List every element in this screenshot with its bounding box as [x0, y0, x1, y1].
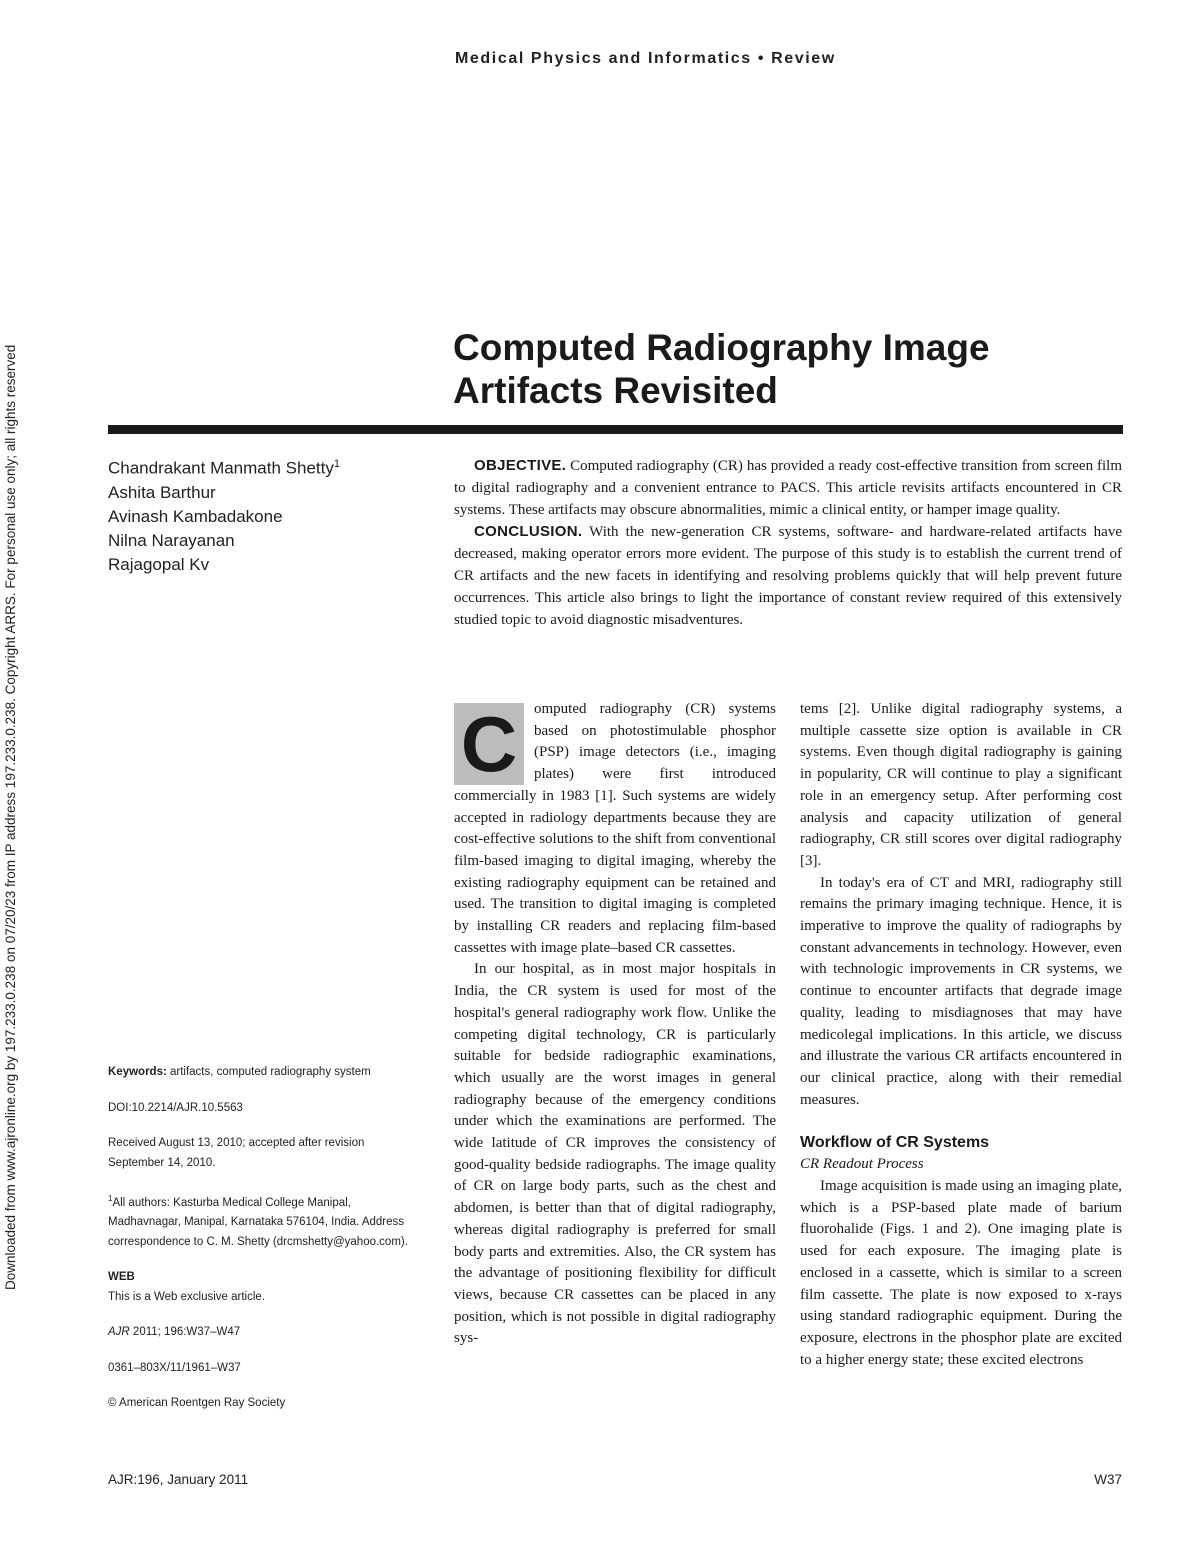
web-label: WEB [108, 1271, 135, 1284]
abstract-conclusion [454, 521, 1122, 631]
citation-journal: AJR [108, 1326, 130, 1339]
title-rule [108, 425, 1123, 434]
abstract [454, 455, 1122, 631]
author-item: Rajagopal Kv [108, 554, 210, 574]
abstract-objective [454, 455, 1122, 521]
body-column-1 [454, 699, 776, 1350]
footer-page-number: W37 [1094, 1472, 1122, 1487]
body-paragraph: Image acquisition is made using an imaging plate, which is a PSP-based plate made of barium fluorohalide (Figs. 1 and 2). One imaging plate is used for each exposure. The imaging plate is enclosed in a cassette, which is similar to a screen film cassette. The plate is now exposed to x-rays using standard radiographic equipment. During the exposure, electrons in the phosphor plate are excited to a higher energy state; these excited electrons [800, 1178, 1122, 1368]
author-item: Avinash Kambadakone [108, 506, 283, 526]
affiliation [108, 1189, 408, 1252]
keywords-label: Keywords: [108, 1066, 167, 1078]
article-title [453, 326, 1153, 412]
keywords [108, 1063, 408, 1083]
issn: 0361–803X/11/1961–W37 [108, 1361, 241, 1374]
article-title-line1: Computed Radiography Image [453, 327, 990, 368]
citation-rest: 2011; 196:W37–W47 [129, 1326, 241, 1339]
objective-text: Computed radiography (CR) has provided a ready cost-effective transition from screen film to digital radiography and a convenient entrance to PACS. This article revisits artifacts encountered in CR systems. These artifacts may obscure abnormalities, mimic a clinical entity, or hamper image quality. [454, 458, 1122, 518]
drop-cap: C [454, 703, 524, 785]
author-item: Nilna Narayanan [108, 530, 235, 550]
copyright: © American Roentgen Ray Society [108, 1397, 286, 1410]
conclusion-text: With the new-generation CR systems, software- and hardware-related artifacts have decreased, making operator errors more evident. The purpose of this study is to establish the current trend of CR artifacts and the new facets in identifying and resolving problems quickly that will help prevent future occurrences. This article also brings to light the importance of constant review required of this extensively studied topic to avoid diagnostic misadventures. [454, 524, 1122, 628]
author-item: Ashita Barthur [108, 482, 216, 502]
body-paragraph: tems [2]. Unlike digital radiography systems, a multiple cassette size option is available in CR systems. Even though digital radiography is gaining in popularity, CR will continue to play a significant role in an emergency setup. After performing cost analysis and capacity utilization of general radiography, CR still scores over digital radiography [3]. [800, 701, 1122, 869]
body-paragraph: In today's era of CT and MRI, radiography still remains the primary imaging technique. Hence, it is imperative to improve the quality of radiographs by constant advancements in technology. However, even with technologic improvements in CR systems, we continue to encounter artifacts that degrade image quality, leading to misdiagnoses that may have medicolegal implications. In this article, we discuss and illustrate the various CR artifacts encountered in our clinical practice, along with their remedial measures. [800, 874, 1122, 1108]
citation [108, 1323, 408, 1343]
section-title: Workflow of CR Systems [800, 1134, 990, 1152]
author-affiliation-mark: 1 [333, 458, 340, 470]
objective-label: OBJECTIVE. [474, 457, 567, 474]
keywords-text: artifacts, computed radiography system [166, 1066, 371, 1078]
download-side-note: Downloaded from www.ajronline.org by 197.233.0.238 on 07/20/23 from IP address 197.233.0.238. Copyright ARRS. For personal use only; all rights reserved [3, 344, 18, 1290]
web-note [108, 1268, 408, 1307]
received-dates: Received August 13, 2010; accepted after revision September 14, 2010. [108, 1137, 365, 1169]
subsection-title: CR Readout Process [800, 1156, 924, 1173]
author-item [108, 452, 340, 481]
article-title-line2: Artifacts Revisited [453, 370, 778, 411]
section-heading: Medical Physics and Informatics • Review [455, 50, 836, 67]
conclusion-label: CONCLUSION. [474, 523, 583, 540]
affiliation-text: All authors: Kasturba Medical College Manipal, Madhavnagar, Manipal, Karnataka 576104, India. Address correspondence to C. M. Shetty (drcmshetty@yahoo.com). [108, 1196, 408, 1248]
doi: DOI:10.2214/AJR.10.5563 [108, 1101, 243, 1114]
body-column-2 [800, 699, 1122, 1371]
author-name: Chandrakant Manmath Shetty [108, 458, 334, 478]
web-text: This is a Web exclusive article. [108, 1290, 266, 1303]
body-paragraph: omputed radiography (CR) systems based on photostimulable phosphor (PSP) image detectors (i.e., imaging plates) were first introduced commercially in 1983 [1]. Such systems are widely accepted in radiology departments because they are cost-effective solutions to the shift from conventional film-based imaging to digital imaging, whereby the existing radiography equipment can be retained and used. The transition to digital imaging is completed by installing CR readers and replacing film-based cassettes with image plate–based CR cassettes. [454, 701, 776, 956]
author-list [108, 452, 340, 577]
footer-journal-issue: AJR:196, January 2011 [108, 1472, 249, 1487]
body-paragraph: In our hospital, as in most major hospitals in India, the CR system is used for most of the hospital's general radiography work flow. Unlike the competing digital technology, CR is particularly suitable for bedside radiographic examinations, which usually are the worst images in general radiography because of the emergency conditions under which the examinations are performed. The wide latitude of CR improves the consistency of good-quality bedside radiographs. The image quality of CR on large body parts, such as the chest and abdomen, is better than that of digital radiography, whereas digital radiography is preferred for small body parts and extremities. Also, the CR system has the advantage of positioning flexibility for difficult views, because CR cassettes can be placed in any position, which is not possible in digital radiography sys- [454, 961, 776, 1347]
article-metadata [108, 1063, 408, 1430]
affiliation-mark: 1 [108, 1194, 113, 1203]
